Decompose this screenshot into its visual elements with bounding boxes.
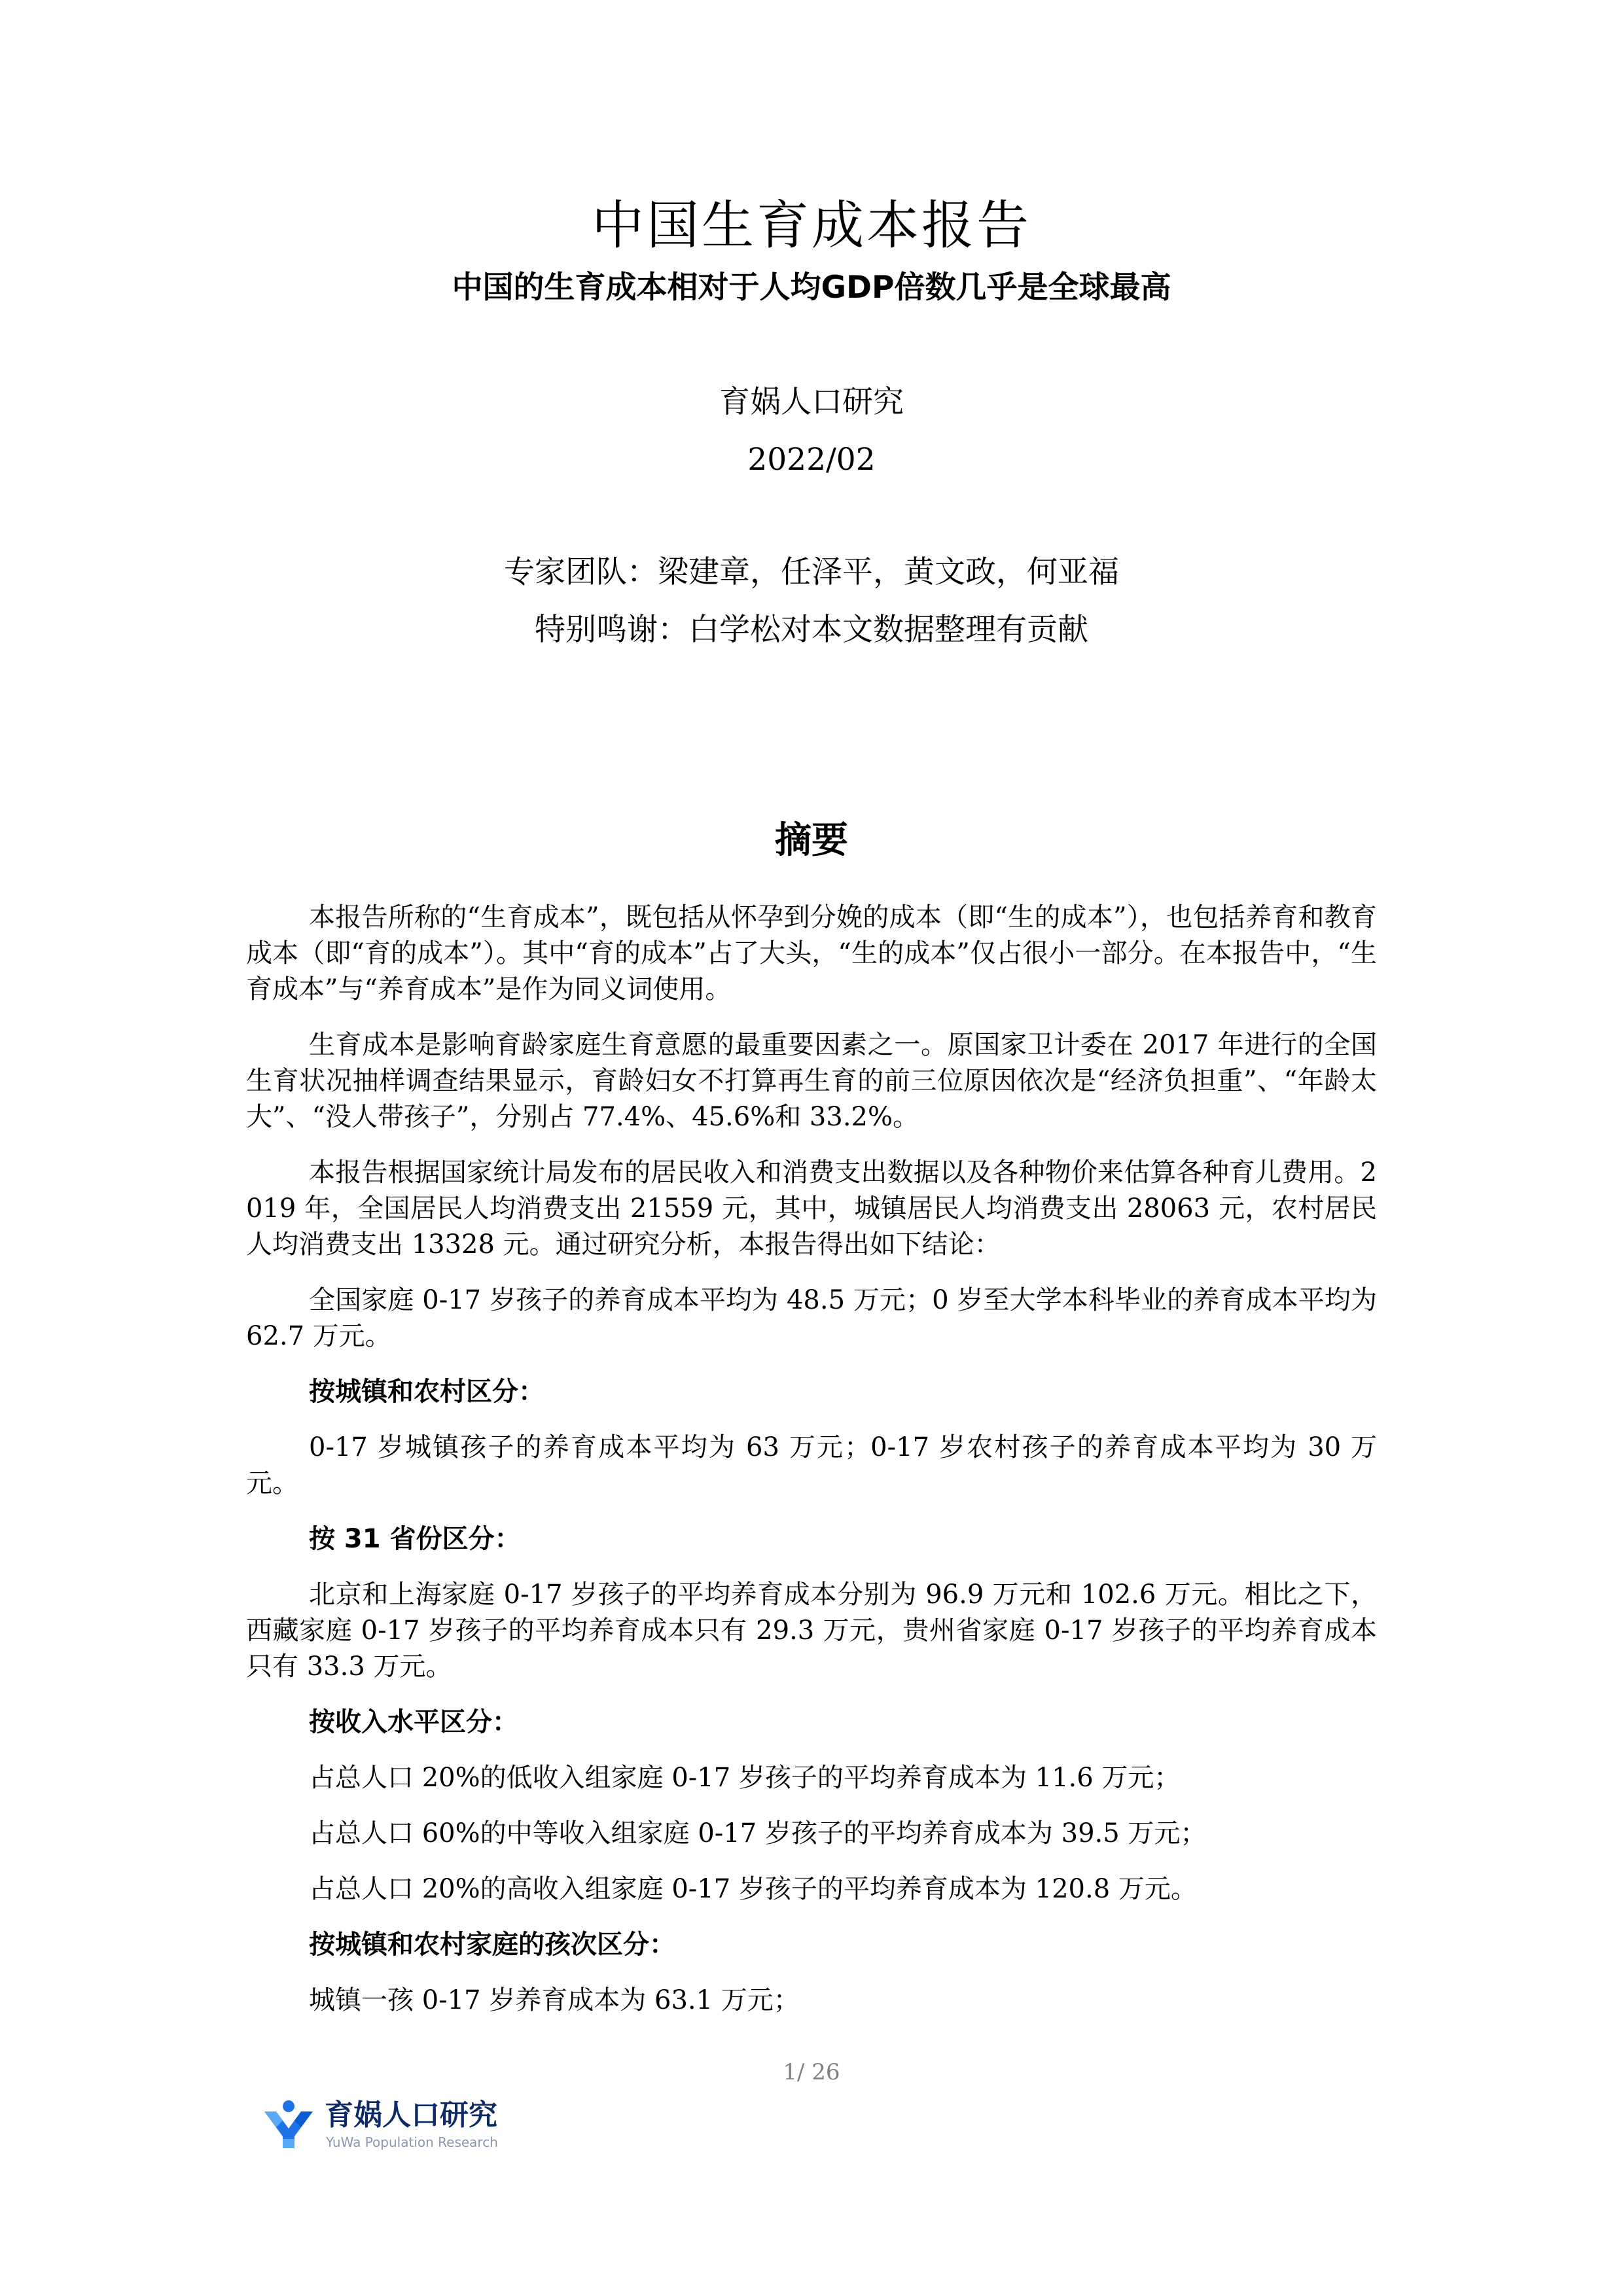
income-line-middle: 占总人口 60%的中等收入组家庭 0-17 岁孩子的平均养育成本为 39.5 万元； [309,1818,1207,1848]
yuwa-logo-icon [262,2097,315,2151]
acknowledgement: 特别鸣谢：白学松对本文数据整理有贡献 [535,612,1088,648]
footer-logo [262,2097,524,2156]
report-date: 2022/02 [747,442,876,478]
page-number: 1/ 26 [783,2059,840,2085]
abstract-paragraph: 本报告所称的“生育成本”，既包括从怀孕到分娩的成本（即“生的成本”），也包括养育和教育成本（即“育的成本”）。其中“育的成本”占了大头，“生的成本”仅占很小一部分。在本报告中，“生育成本”与“养育成本”是作为同义词使用。 [246,902,1377,1004]
abstract-paragraph: 生育成本是影响育龄家庭生育意愿的最重要因素之一。原国家卫计委在 2017 年进行的全国生育状况抽样调查结果显示，育龄妇女不打算再生育的前三位原因依次是“经济负担重”、“年龄太大”、“没人带孩子”，分别占 77.4%、45.6%和 33.2%。 [246,1030,1377,1132]
section-heading-income: 按收入水平区分： [309,1707,518,1737]
section-heading-province: 按 31 省份区分： [309,1524,521,1554]
section-heading-child-order: 按城镇和农村家庭的孩次区分： [309,1930,675,1960]
urban-rural-paragraph: 0-17 岁城镇孩子的养育成本平均为 63 万元；0-17 岁农村孩子的养育成本平均为 30 万元。 [246,1432,1377,1498]
abstract-body [246,900,1377,2038]
expert-team: 专家团队：梁建章，任泽平，黄文政，何亚福 [504,554,1119,590]
report-title: 中国生育成本报告 [592,195,1031,256]
income-line-high: 占总人口 20%的高收入组家庭 0-17 岁孩子的平均养育成本为 120.8 万元。 [309,1874,1197,1904]
abstract-heading: 摘要 [775,819,848,862]
income-line-low: 占总人口 20%的低收入组家庭 0-17 岁孩子的平均养育成本为 11.6 万元； [309,1763,1181,1793]
author-organization: 育娲人口研究 [719,384,904,420]
province-paragraph: 北京和上海家庭 0-17 岁孩子的平均养育成本分别为 96.9 万元和 102.6 万元。相比之下，西藏家庭 0-17 岁孩子的平均养育成本只有 29.3 万元，贵州省家庭 0-17 岁孩子的平均养育成本只有 33.3 万元。 [246,1580,1377,1682]
section-heading-urban-rural: 按城镇和农村区分： [309,1377,544,1407]
abstract-paragraph: 全国家庭 0-17 岁孩子的养育成本平均为 48.5 万元；0 岁至大学本科毕业的养育成本平均为 62.7 万元。 [246,1285,1377,1351]
abstract-paragraph: 本报告根据国家统计局发布的居民收入和消费支出数据以及各种物价来估算各种育儿费用。2019 年，全国居民人均消费支出 21559 元，其中，城镇居民人均消费支出 28063 元，农村居民人均消费支出 13328 元。通过研究分析，本报告得出如下结论： [246,1157,1377,1260]
report-subtitle: 中国的生育成本相对于人均GDP倍数几乎是全球最高 [452,270,1171,306]
logo-subtitle: YuWa Population Research [326,2134,498,2150]
child-order-line-urban-first: 城镇一孩 0-17 岁养育成本为 63.1 万元； [309,1985,800,2015]
logo-title: 育娲人口研究 [325,2098,497,2132]
